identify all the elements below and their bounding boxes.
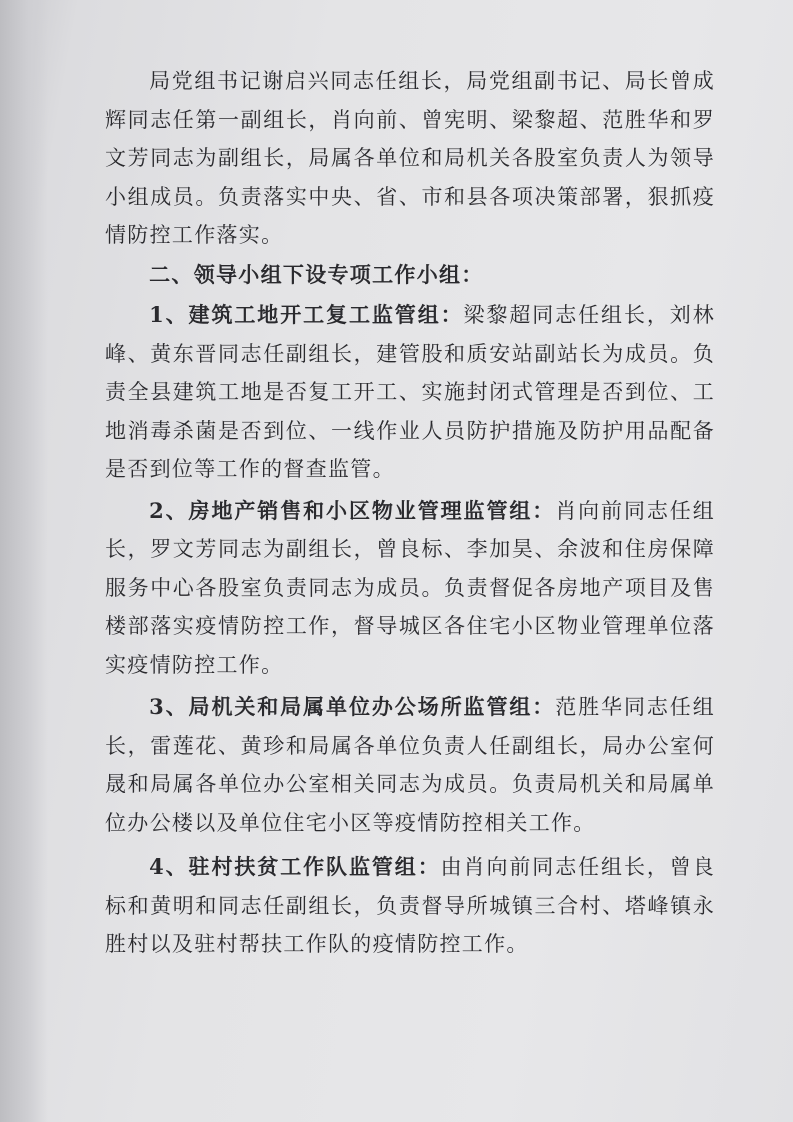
page-fold-shadow: [0, 0, 48, 1122]
paragraph-group-2: [105, 492, 715, 685]
paragraph-group-4: [105, 848, 715, 964]
group-3-text: 范胜华同志任组长，雷莲花、黄珍和局属各单位负责人任副组长，局办公室何晟和局属各单位办公室相关同志为成员。负责局机关和局属单位办公楼以及单位住宅小区等疫情防控相关工作。: [105, 695, 715, 835]
group-1-title: 1、建筑工地开工复工监管组：: [149, 302, 464, 327]
paragraph-group-1: [105, 296, 715, 489]
section-heading: 二、领导小组下设专项工作小组：: [149, 261, 484, 287]
group-1-text: 梁黎超同志任组长，刘林峰、黄东晋同志任副组长，建管股和质安站副站长为成员。负责全县建筑工地是否复工开工、实施封闭式管理是否到位、工地消毒杀菌是否到位、一线作业人员防护措施及防护用品配备是否到位等工作的督查监管。: [105, 303, 715, 481]
document-body: [105, 62, 715, 964]
group-4-text: 由肖向前同志任组长，曾良标和黄明和同志任副组长，负责督导所城镇三合村、塔峰镇永胜村以及驻村帮扶工作队的疫情防控工作。: [105, 855, 715, 956]
group-2-title: 2、房地产销售和小区物业管理监管组：: [149, 497, 556, 523]
group-4-title: 4、驻村扶贫工作队监管组：: [149, 854, 441, 879]
paragraph-leadership-group: 局党组书记谢启兴同志任组长，局党组副书记、局长曾成辉同志任第一副组长，肖向前、曾宪明、梁黎超、范胜华和罗文芳同志为副组长，局属各单位和局机关各股室负责人为领导小组成员。负责落实中央、省、市和县各项决策部署，狠抓疫情防控工作落实。: [105, 69, 715, 247]
group-2-text: 肖向前同志任组长，罗文芳同志为副组长，曾良标、李加昊、余波和住房保障服务中心各股室负责同志为成员。负责督促各房地产项目及售楼部落实疫情防控工作，督导城区各住宅小区物业管理单位落实疫情防控工作。: [105, 498, 715, 677]
paragraph-group-3: [105, 688, 715, 842]
group-3-title: 3、局机关和局属单位办公场所监管组：: [149, 694, 556, 719]
